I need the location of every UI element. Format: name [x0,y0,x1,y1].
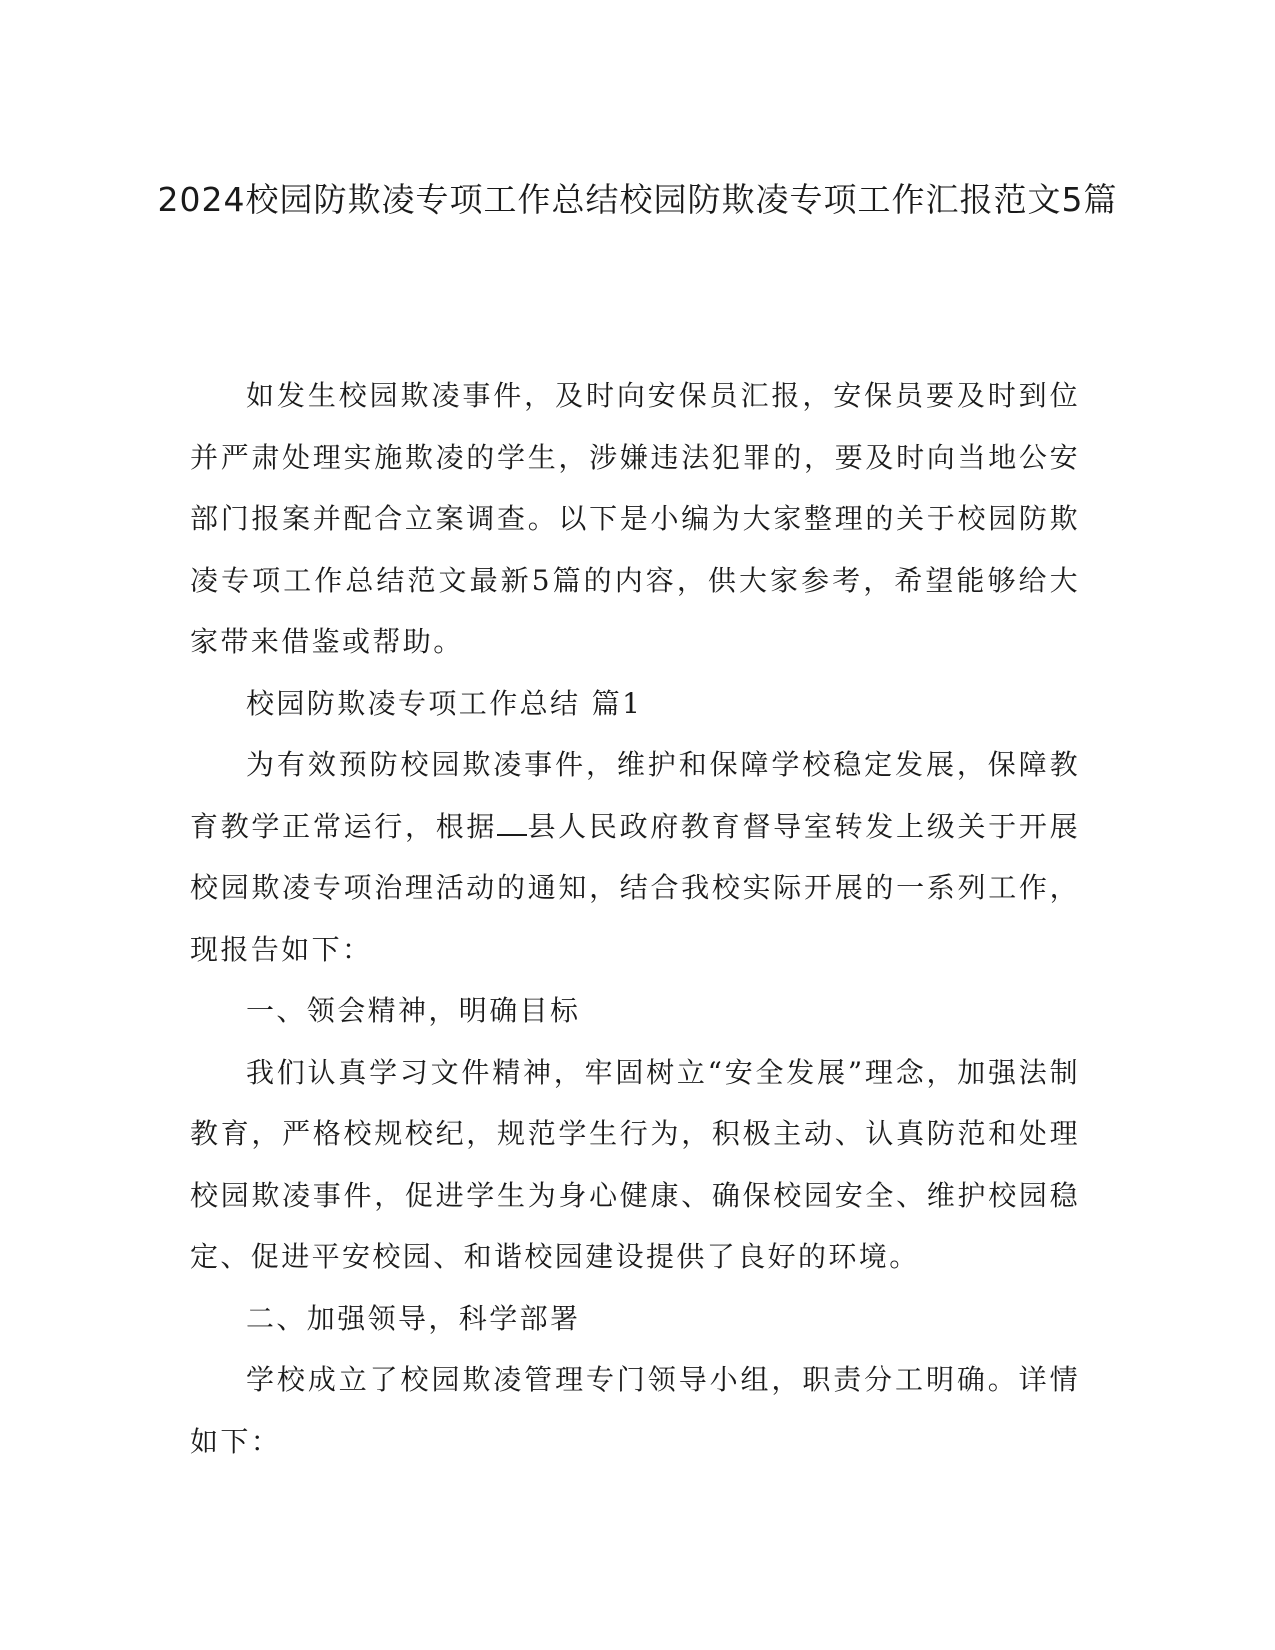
heading-1: 一、领会精神，明确目标 [246,994,581,1027]
paragraph-2: 我们认真学习文件精神，牢固树立“安全发展”理念，加强法制教育，严格校规校纪，规范学生行为，积极主动、认真防范和处理校园欺凌事件，促进学生为身心健康、确保校园安全、维护校园稳定、促进平安校园、和谐校园建设提供了良好的环境。 [190,1055,1080,1273]
intro-paragraph: 如发生校园欺凌事件，及时向安保员汇报，安保员要及时到位并严肃处理实施欺凌的学生，涉嫌违法犯罪的，要及时向当地公安部门报案并配合立案调查。以下是小编为大家整理的关于校园防欺凌专项工作总结范文最新5篇的内容，供大家参考，希望能够给大家带来借鉴或帮助。 [190,379,1080,658]
paragraph-1-text-b: 县人民政府教育督导室转发上级关于开展校园欺凌专项治理活动的通知，结合我校实际开展的一系列工作，现报告如下： [190,809,1080,966]
blank-underline [497,808,527,836]
paragraph-1 [190,734,1080,980]
document-title: 2024校园防欺凌专项工作总结校园防欺凌专项工作汇报范文5篇 [157,180,1118,219]
paragraph-3: 学校成立了校园欺凌管理专门领导小组，职责分工明确。详情如下： [190,1363,1080,1458]
heading-2: 二、加强领导，科学部署 [246,1301,581,1335]
document-body [190,365,1080,1472]
section-heading: 校园防欺凌专项工作总结 篇1 [246,686,643,720]
paragraph-1-text-a: 为有效预防校园欺凌事件，维护和保障学校稳定发展，保障教育教学正常运行，根据 [190,748,1080,843]
